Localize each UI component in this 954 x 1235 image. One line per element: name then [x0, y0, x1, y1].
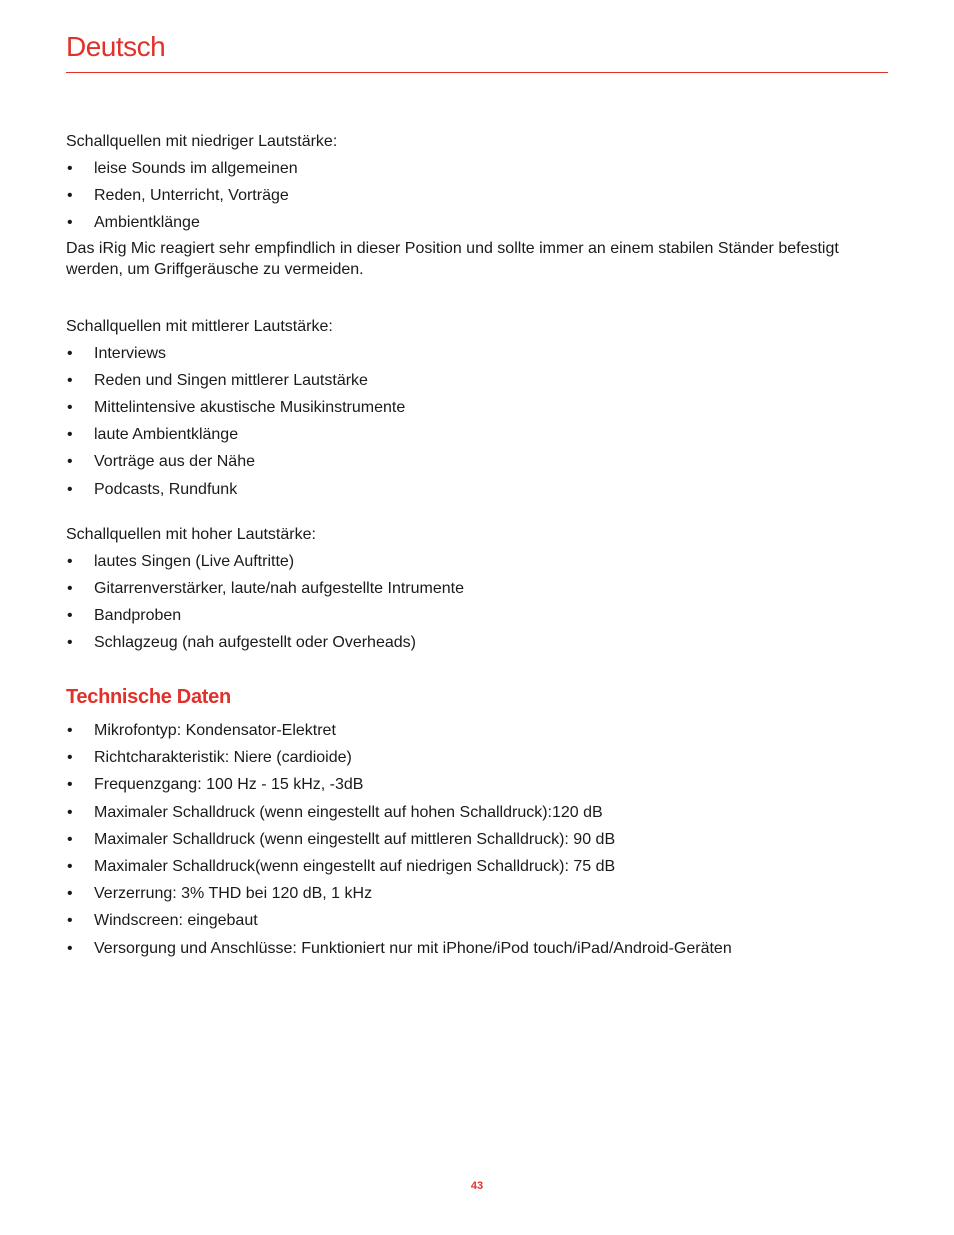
list-item	[66, 829, 888, 851]
list-item	[66, 632, 888, 654]
list-item	[66, 479, 888, 501]
bullet-icon: •	[67, 803, 73, 821]
bullet-icon: •	[67, 398, 73, 416]
list-item	[66, 397, 888, 419]
bullet-icon: •	[67, 160, 73, 177]
bullet-icon: •	[67, 606, 73, 624]
list-item-text: Versorgung und Anschlüsse: Funktioniert nur mit iPhone/iPod touch/iPad/Android-Geräten	[94, 939, 732, 957]
list-item-text: leise Sounds im allgemeinen	[94, 160, 298, 177]
list-item-text: Ambientklänge	[94, 214, 200, 232]
mid-volume-list	[66, 343, 888, 501]
mid-volume-section	[66, 316, 888, 501]
list-item-text: Maximaler Schalldruck (wenn eingestellt auf hohen Schalldruck):120 dB	[94, 803, 603, 821]
page-number: 43	[470, 1180, 484, 1192]
list-item	[66, 802, 888, 824]
list-item	[66, 424, 888, 446]
list-item	[66, 910, 888, 932]
list-item	[66, 551, 888, 573]
bullet-icon: •	[67, 776, 73, 794]
bullet-icon: •	[67, 214, 73, 232]
specs-list	[66, 720, 888, 960]
list-item-text: Verzerrung: 3% THD bei 120 dB, 1 kHz	[94, 885, 373, 903]
high-volume-intro: Schallquellen mit hoher Lautstärke:	[66, 525, 316, 543]
bullet-icon: •	[67, 912, 73, 930]
list-item-text: Podcasts, Rundfunk	[94, 480, 238, 498]
high-volume-list	[66, 551, 888, 655]
page-title: Deutsch	[66, 31, 166, 62]
specs-section	[66, 684, 888, 960]
list-item	[66, 185, 888, 207]
list-item-text: Vorträge aus der Nähe	[94, 453, 255, 471]
list-item	[66, 774, 888, 796]
low-volume-section	[66, 131, 888, 281]
bullet-icon: •	[67, 344, 73, 362]
bullet-icon: •	[67, 371, 73, 389]
high-volume-section	[66, 524, 888, 655]
list-item	[66, 343, 888, 365]
list-item-text: Interviews	[94, 344, 167, 362]
bullet-icon: •	[67, 830, 73, 848]
bullet-icon: •	[67, 749, 73, 767]
list-item-text: Gitarrenverstärker, laute/nah aufgestellte Intrumente	[94, 579, 464, 597]
list-item	[66, 212, 888, 234]
list-item-text: Schlagzeug (nah aufgestellt oder Overheads)	[94, 634, 416, 652]
list-item-text: Bandproben	[94, 606, 182, 624]
list-item	[66, 856, 888, 878]
bullet-icon: •	[67, 579, 73, 597]
list-item-text: Windscreen: eingebaut	[94, 912, 258, 930]
low-volume-intro: Schallquellen mit niedriger Lautstärke:	[66, 133, 338, 150]
bullet-icon: •	[67, 939, 73, 957]
bullet-icon: •	[67, 552, 73, 570]
list-item-text: Maximaler Schalldruck (wenn eingestellt auf mittleren Schalldruck): 90 dB	[94, 830, 616, 848]
list-item-text: laute Ambientklänge	[94, 426, 239, 444]
bullet-icon: •	[67, 858, 73, 875]
bullet-icon: •	[67, 453, 73, 471]
bullet-icon: •	[67, 187, 73, 205]
bullet-icon: •	[67, 634, 73, 652]
list-item	[66, 605, 888, 627]
list-item-text: Frequenzgang: 100 Hz - 15 kHz, -3dB	[94, 776, 364, 794]
low-volume-list	[66, 158, 888, 234]
list-item-text: Reden, Unterricht, Vorträge	[94, 187, 289, 205]
list-item	[66, 747, 888, 769]
list-item	[66, 578, 888, 600]
bullet-icon: •	[67, 480, 73, 498]
page-content	[66, 131, 888, 965]
bullet-icon: •	[67, 426, 73, 444]
list-item	[66, 158, 888, 180]
list-item	[66, 883, 888, 905]
list-item	[66, 370, 888, 392]
list-item-text: Mittelintensive akustische Musikinstrumente	[94, 398, 406, 416]
list-item-text: Richtcharakteristik: Niere (cardioide)	[94, 749, 352, 767]
list-item-text: lautes Singen (Live Auftritte)	[94, 552, 295, 570]
low-volume-note: Das iRig Mic reagiert sehr empfindlich in dieser Position und sollte immer an einem stabilen Ständer befestigt werden, um Griffgeräusche zu vermeiden.	[66, 239, 839, 279]
bullet-icon: •	[67, 885, 73, 903]
list-item	[66, 720, 888, 742]
title-divider	[66, 72, 888, 73]
specs-heading: Technische Daten	[66, 686, 231, 709]
mid-volume-intro: Schallquellen mit mittlerer Lautstärke:	[66, 317, 333, 335]
bullet-icon: •	[67, 722, 73, 740]
list-item	[66, 451, 888, 473]
list-item	[66, 938, 888, 960]
list-item-text: Mikrofontyp: Kondensator-Elektret	[94, 722, 336, 740]
list-item-text: Maximaler Schalldruck(wenn eingestellt auf niedrigen Schalldruck): 75 dB	[94, 858, 616, 875]
list-item-text: Reden und Singen mittlerer Lautstärke	[94, 371, 368, 389]
